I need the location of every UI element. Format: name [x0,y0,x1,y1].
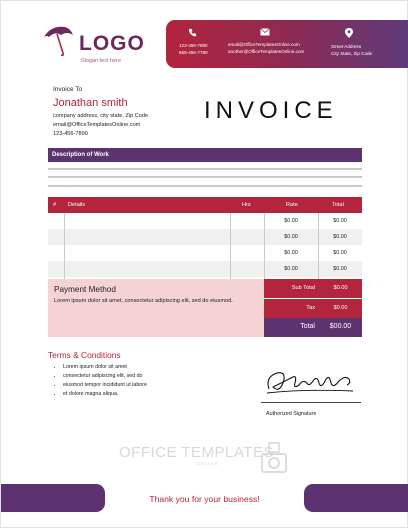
phone-icon [188,28,197,37]
column-divider [264,213,265,279]
footer-left-band [1,484,105,512]
phone-line-2: 555-456-7780 [179,50,208,55]
contact-address [331,28,372,57]
camera-icon [261,441,287,475]
table-row [48,229,362,245]
grand-total-row [264,318,362,337]
company-logo [41,23,161,65]
email-line-2: another@OfficeTemplatesOnline.com [228,49,305,54]
total-value: $00.00 [329,323,352,330]
tax-value: $0.00 [333,305,348,311]
tax-row [264,299,362,318]
row-rate: $0.00 [284,218,298,224]
payment-method-title: Payment Method [54,285,116,294]
umbrella-logo-icon [41,23,77,57]
table-header [48,197,362,213]
contact-phone [179,28,208,56]
row-rate: $0.00 [284,234,298,240]
client-name: Jonathan smith [53,97,128,109]
description-line [48,185,362,187]
row-total: $0.00 [333,234,347,240]
signature-label: Authorized Signature [266,411,317,417]
payment-method-box [48,279,264,337]
row-total: $0.00 [333,266,347,272]
row-total: $0.00 [333,250,347,256]
invoice-title: INVOICE [204,97,338,124]
row-rate: $0.00 [284,250,298,256]
header-hrs: Hrs [242,202,251,208]
signature-line [261,402,361,403]
thank-you-message: Thank you for your business! [149,494,260,504]
email-line-1: email@OfficeTemplatesOnline.com [228,42,300,47]
address-line-1: Street Address [331,44,362,49]
header-total: Total [332,202,344,208]
handwritten-signature [263,363,359,397]
terms-item: • consectetur adipiscing elit, sed do [63,372,147,381]
payment-method-text: Lorem ipsum dolor sit amet, consectetur adipiscing elit, sed do eiusmod. [54,298,233,304]
terms-list [63,363,147,399]
description-line [48,176,362,178]
description-header: Description of Work [48,148,362,162]
table-row [48,245,362,261]
tax-label: Tax [306,305,315,311]
logo-text: LOGO [79,32,145,55]
subtotal-row [264,279,362,298]
column-divider [230,213,231,279]
mail-icon [260,28,270,36]
invoice-to-label: Invoice To [53,86,83,93]
row-rate: $0.00 [284,266,298,272]
logo-slogan: Slogan text here [81,58,122,64]
terms-item: • et dolore magna aliqua. [63,390,147,399]
row-total: $0.00 [333,218,347,224]
column-divider [64,213,65,279]
total-label: Total [300,323,315,330]
terms-title: Terms & Conditions [48,350,121,360]
phone-line-1: 123-456-7890 [179,43,208,48]
header-details: Details [68,202,86,208]
watermark-text: OFFICE TEMPLATES [119,444,274,461]
client-email: email@OfficeTemplatesOnline.com [53,122,141,128]
table-row [48,261,362,277]
terms-item: • Lorem ipsum dolor sit amet [63,363,147,372]
watermark-subtext: ONLINE [196,461,219,466]
header-num: # [53,202,57,208]
client-phone: 123-456-7890 [53,131,88,137]
subtotal-label: Sub Total [291,285,315,291]
header-rate: Rate [286,202,298,208]
contact-bar [166,20,408,68]
terms-item: • eiusmod tempor incididunt ut labore [63,381,147,390]
client-address: company address, city state, Zip Code [53,113,149,119]
subtotal-value: $0.00 [333,285,348,291]
column-divider [318,213,319,279]
contact-email [228,28,304,55]
footer-right-band [304,484,408,512]
location-pin-icon [345,28,353,38]
address-line-2: City State, Zip Code [331,51,373,56]
table-row [48,213,362,229]
description-line [48,168,362,170]
